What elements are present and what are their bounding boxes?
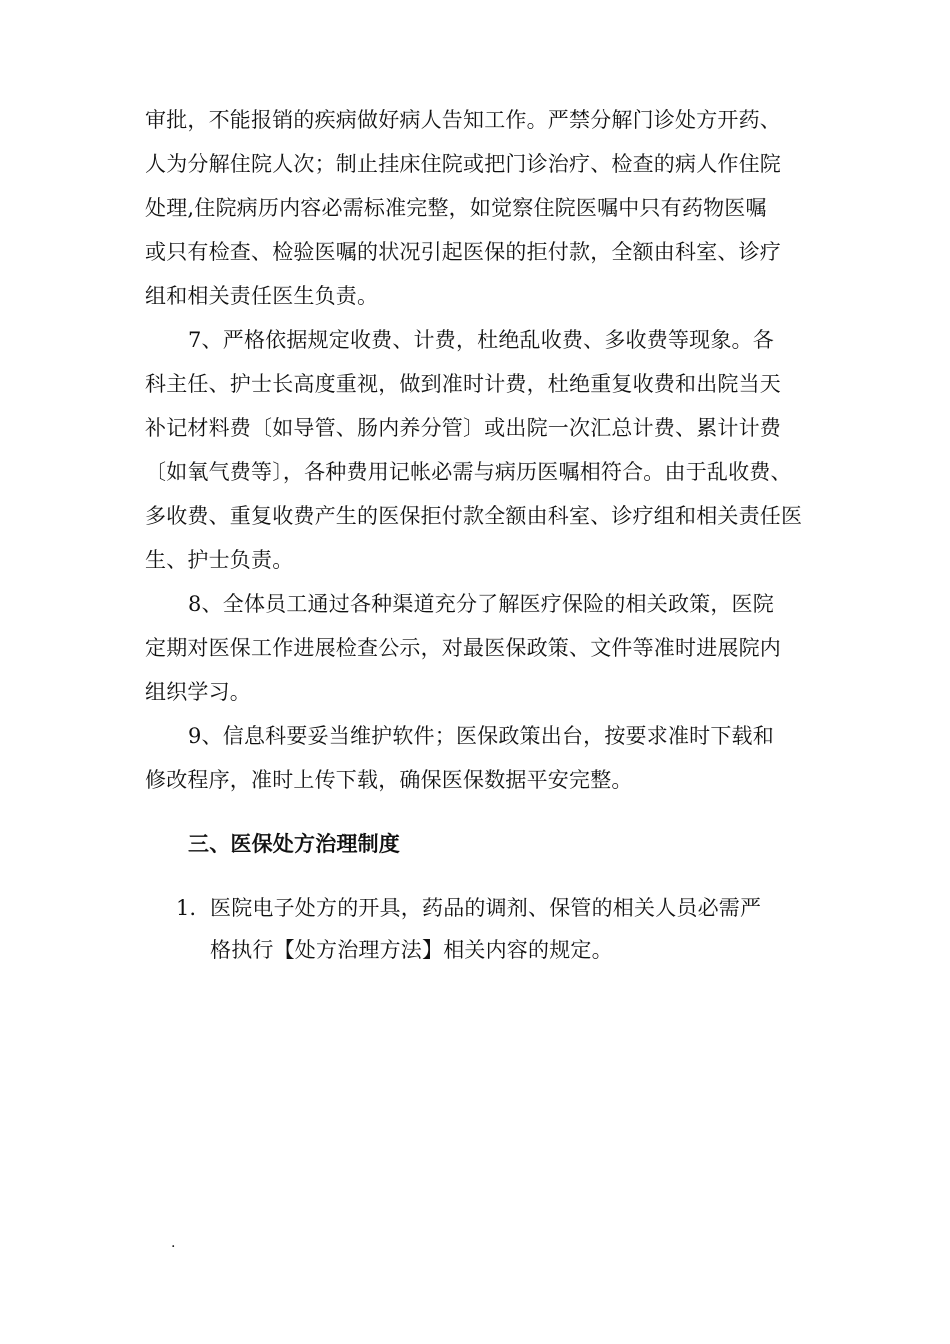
text-line: 定期对医保工作进展检查公示，对最医保政策、文件等准时进展院内 [145,636,781,660]
text-line: 补记材料费〔如导管、肠内养分管〕或出院一次汇总计费、累计计费 [145,416,781,440]
text-line: 科主任、护士长高度重视，做到准时计费，杜绝重复收费和出院当天 [145,372,781,396]
text-line: 或只有检查、检验医嘱的状况引起医保的拒付款，全额由科室、诊疗 [145,240,781,264]
list-item-text: 格执行【处方治理方法】相关内容的规定。 [210,938,613,962]
text-line: 多收费、重复收费产生的医保拒付款全额由科室、诊疗组和相关责任医 [145,504,803,528]
text-line: 修改程序，准时上传下载，确保医保数据平安完整。 [145,768,633,792]
text-line: 审批，不能报销的疾病做好病人告知工作。严禁分解门诊处方开药、 [145,108,781,132]
text-line: 〔如氧气费等〕，各种费用记帐必需与病历医嘱相符合。由于乱收费、 [145,460,792,484]
text-line: 处理,住院病历内容必需标准完整，如觉察住院医嘱中只有药物医嘱 [145,196,767,220]
text-line: 组和相关责任医生负责。 [145,284,379,308]
paragraph-9-start: 9、信息科要妥当维护软件；医保政策出台，按要求准时下载和 [188,724,774,748]
list-item-text: 医院电子处方的开具，药品的调剂、保管的相关人员必需严 [210,896,762,920]
footer-mark: . [171,1235,176,1251]
text-line: 人为分解住院人次；制止挂床住院或把门诊治疗、检查的病人作住院 [145,152,781,176]
paragraph-8-start: 8、全体员工通过各种渠道充分了解医疗保险的相关政策，医院 [188,592,774,616]
text-line: 组织学习。 [145,680,251,704]
text-line: 生、护士负责。 [145,548,294,572]
list-item-number: 1. [176,896,197,920]
paragraph-7-start: 7、严格依据规定收费、计费，杜绝乱收费、多收费等现象。各 [188,328,774,352]
section-heading: 三、医保处方治理制度 [188,831,400,856]
